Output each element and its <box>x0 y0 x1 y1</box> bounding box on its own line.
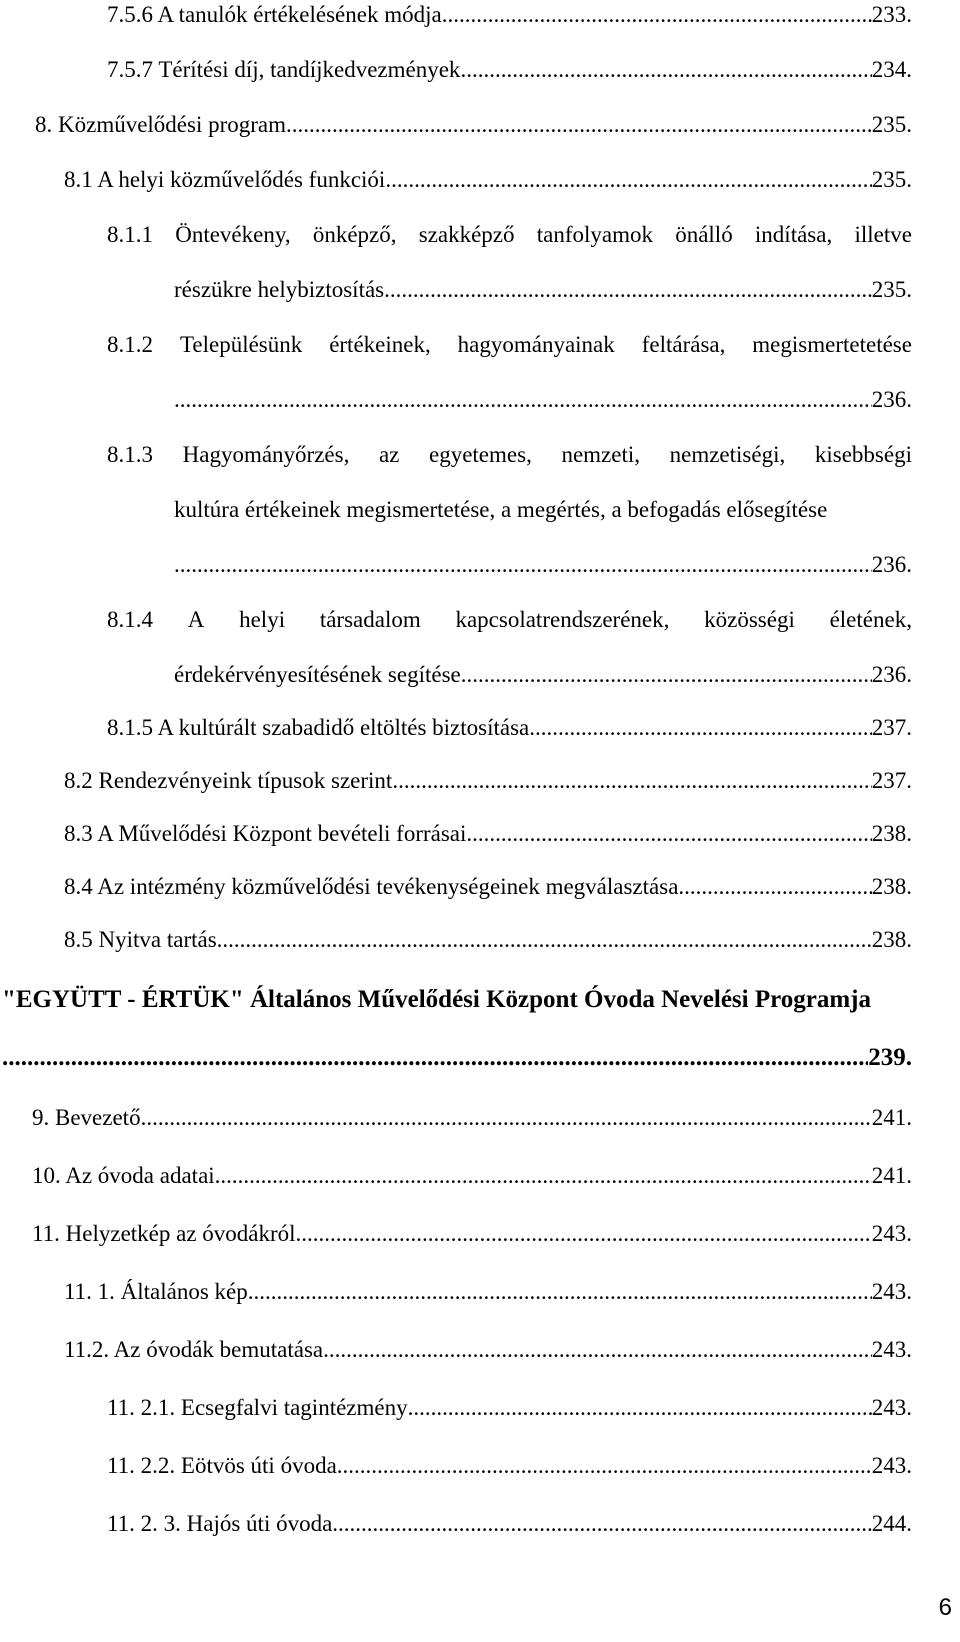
word: egyetemes, <box>429 442 532 467</box>
word: Hagyományőrzés, <box>182 442 350 467</box>
toc-entry-text: 8.4 Az intézmény közművelődési tevékenységeinek megválasztása <box>64 874 679 899</box>
toc-page-number: 237. <box>871 768 912 793</box>
toc-entry-text: 11.2. Az óvodák bemutatása <box>64 1337 324 1362</box>
toc-entry-8-1-1-line1[interactable] <box>107 220 912 250</box>
toc-entry-text: 11. Helyzetkép az óvodákról <box>32 1221 296 1246</box>
toc-leader-dots <box>466 819 871 849</box>
toc-leader-dots <box>529 713 872 743</box>
toc-leader-dots <box>296 1219 872 1249</box>
toc-entry-text: részükre helybiztosítás <box>174 277 385 302</box>
toc-entry-9[interactable] <box>32 1103 912 1133</box>
toc-entry-text: 11. 2.2. Eötvös úti óvoda <box>107 1453 337 1478</box>
word: közösségi <box>704 607 795 632</box>
toc-entry-11-2-2[interactable] <box>107 1451 912 1481</box>
toc-page-number: 236. <box>871 662 912 687</box>
toc-entry-text: 7.5.6 A tanulók értékelésének módja <box>107 2 442 27</box>
word: 8.1.4 <box>107 607 153 632</box>
toc-page-number: 235. <box>871 112 912 137</box>
toc-leader-dots <box>323 1335 872 1365</box>
toc-entry-8-1-3-line3[interactable] <box>174 550 912 580</box>
toc-entry-text: 8.5 Nyitva tartás <box>64 927 217 952</box>
word: Öntevékeny, <box>175 222 291 247</box>
toc-page-number: 243. <box>871 1279 912 1304</box>
toc-page-number: 235. <box>871 167 912 192</box>
toc-page-number: 243. <box>871 1395 912 1420</box>
word: az <box>378 442 400 467</box>
toc-page-number: 244. <box>871 1511 912 1536</box>
word: 8.1.2 <box>107 332 153 357</box>
toc-page-number: 243. <box>871 1221 912 1246</box>
toc-entry-11-2-3[interactable] <box>107 1509 912 1539</box>
toc-page-number: 238. <box>871 927 912 952</box>
toc-page-number: 241. <box>871 1163 912 1188</box>
toc-page-number: 238. <box>871 874 912 899</box>
toc-entry-11[interactable] <box>32 1219 912 1249</box>
toc-entry-8-4[interactable] <box>64 872 912 902</box>
toc-entry-7-5-6[interactable] <box>107 0 912 30</box>
toc-entry-8-1[interactable] <box>64 165 912 195</box>
toc-leader-dots <box>392 766 871 796</box>
toc-leader-dots <box>2 1043 868 1073</box>
toc-heading-ovoda-program[interactable] <box>2 985 871 1015</box>
toc-entry-8-5[interactable] <box>64 925 912 955</box>
toc-leader-dots <box>461 660 872 690</box>
toc-entry-text: 7.5.7 Térítési díj, tandíjkedvezmények <box>107 57 461 82</box>
toc-leader-dots <box>385 165 871 195</box>
toc-leader-dots <box>460 55 871 85</box>
toc-entry-8-1-3-line1[interactable] <box>107 440 912 470</box>
word: A <box>187 607 205 632</box>
toc-page-number: 239. <box>868 1044 912 1071</box>
toc-entry-text: 8. Közművelődési program <box>35 112 287 137</box>
toc-entry-text: 10. Az óvoda adatai <box>32 1163 215 1188</box>
toc-entry-8-1-5[interactable] <box>107 713 912 743</box>
toc-leader-dots <box>215 1161 872 1191</box>
word: 8.1.3 <box>107 442 153 467</box>
toc-page-number: 235. <box>871 277 912 302</box>
toc-entry-text: 9. Bevezető <box>32 1105 141 1130</box>
toc-page-number: 243. <box>871 1453 912 1478</box>
toc-leader-dots <box>442 0 872 30</box>
toc-entry-8[interactable] <box>35 110 912 140</box>
toc-entry-8-1-4-line2[interactable] <box>174 660 912 690</box>
toc-entry-text: 8.1.5 A kultúrált szabadidő eltöltés biztosítása <box>107 715 530 740</box>
toc-entry-8-2[interactable] <box>64 766 912 796</box>
word: megismertetetése <box>752 332 912 357</box>
toc-page-number: 243. <box>871 1337 912 1362</box>
toc-page-number: 236. <box>871 387 912 412</box>
toc-entry-text: 11. 2. 3. Hajós úti óvoda <box>107 1511 333 1536</box>
toc-entry-7-5-7[interactable] <box>107 55 912 85</box>
toc-heading-ovoda-program-page[interactable] <box>2 1043 912 1073</box>
word: szakképző <box>418 222 515 247</box>
toc-entry-text: 8.1 A helyi közművelődés funkciói <box>64 167 386 192</box>
toc-entry-11-2[interactable] <box>64 1335 912 1365</box>
word: indítása, <box>754 222 833 247</box>
toc-page-number: 238. <box>871 821 912 846</box>
toc-entry-8-1-3-line2[interactable] <box>174 495 912 525</box>
word: tanfolyamok <box>536 222 653 247</box>
toc-leader-dots <box>141 1103 872 1133</box>
toc-leader-dots <box>678 872 871 902</box>
toc-entry-text: kultúra értékeinek megismertetése, a megértés, a befogadás elősegítése <box>174 497 828 522</box>
word: kisebbségi <box>814 442 912 467</box>
toc-entry-8-3[interactable] <box>64 819 912 849</box>
word: társadalom <box>319 607 421 632</box>
word: önképző, <box>312 222 397 247</box>
toc-leader-dots <box>337 1451 872 1481</box>
toc-page-number: 236. <box>871 552 912 577</box>
toc-entry-10[interactable] <box>32 1161 912 1191</box>
word: helyi <box>239 607 286 632</box>
toc-page-number: 241. <box>871 1105 912 1130</box>
word: értékeinek, <box>329 332 431 357</box>
word: nemzeti, <box>561 442 640 467</box>
word: Településünk <box>179 332 303 357</box>
toc-entry-8-1-2-line1[interactable] <box>107 330 912 360</box>
toc-leader-dots <box>286 110 872 140</box>
word: 8.1.1 <box>107 222 153 247</box>
toc-leader-dots <box>408 1393 872 1423</box>
toc-page-number: 233. <box>871 2 912 27</box>
toc-page-number: 234. <box>871 57 912 82</box>
word: kapcsolatrendszerének, <box>455 607 670 632</box>
toc-leader-dots <box>217 925 872 955</box>
toc-leader-dots <box>174 385 872 415</box>
toc-entry-11-2-1[interactable] <box>107 1393 912 1423</box>
toc-entry-11-1[interactable] <box>64 1277 912 1307</box>
toc-entry-8-1-2-line2[interactable] <box>174 385 912 415</box>
toc-entry-text: 8.2 Rendezvényeink típusok szerint <box>64 768 393 793</box>
toc-entry-text: 11. 2.1. Ecsegfalvi tagintézmény <box>107 1395 408 1420</box>
word: életének, <box>829 607 912 632</box>
toc-leader-dots <box>332 1509 871 1539</box>
word: hagyományainak <box>457 332 615 357</box>
toc-leader-dots <box>384 275 872 305</box>
toc-heading-text: "EGYÜTT - ÉRTÜK" Általános Művelődési Központ Óvoda Nevelési Programja <box>2 986 872 1013</box>
toc-leader-dots <box>248 1277 872 1307</box>
toc-entry-8-1-4-line1[interactable] <box>107 605 912 635</box>
toc-entry-text: 11. 1. Általános kép <box>64 1279 248 1304</box>
toc-leader-dots <box>174 550 872 580</box>
toc-entry-text: érdekérvényesítésének segítése <box>174 662 461 687</box>
word: feltárása, <box>641 332 726 357</box>
word: önálló <box>675 222 733 247</box>
toc-page-number: 237. <box>871 715 912 740</box>
toc-entry-8-1-1-line2[interactable] <box>174 275 912 305</box>
toc-entry-text: 8.3 A Művelődési Központ bevételi forrásai <box>64 821 467 846</box>
word: nemzetiségi, <box>669 442 786 467</box>
word: illetve <box>854 222 912 247</box>
page-number: 6 <box>938 1594 952 1621</box>
